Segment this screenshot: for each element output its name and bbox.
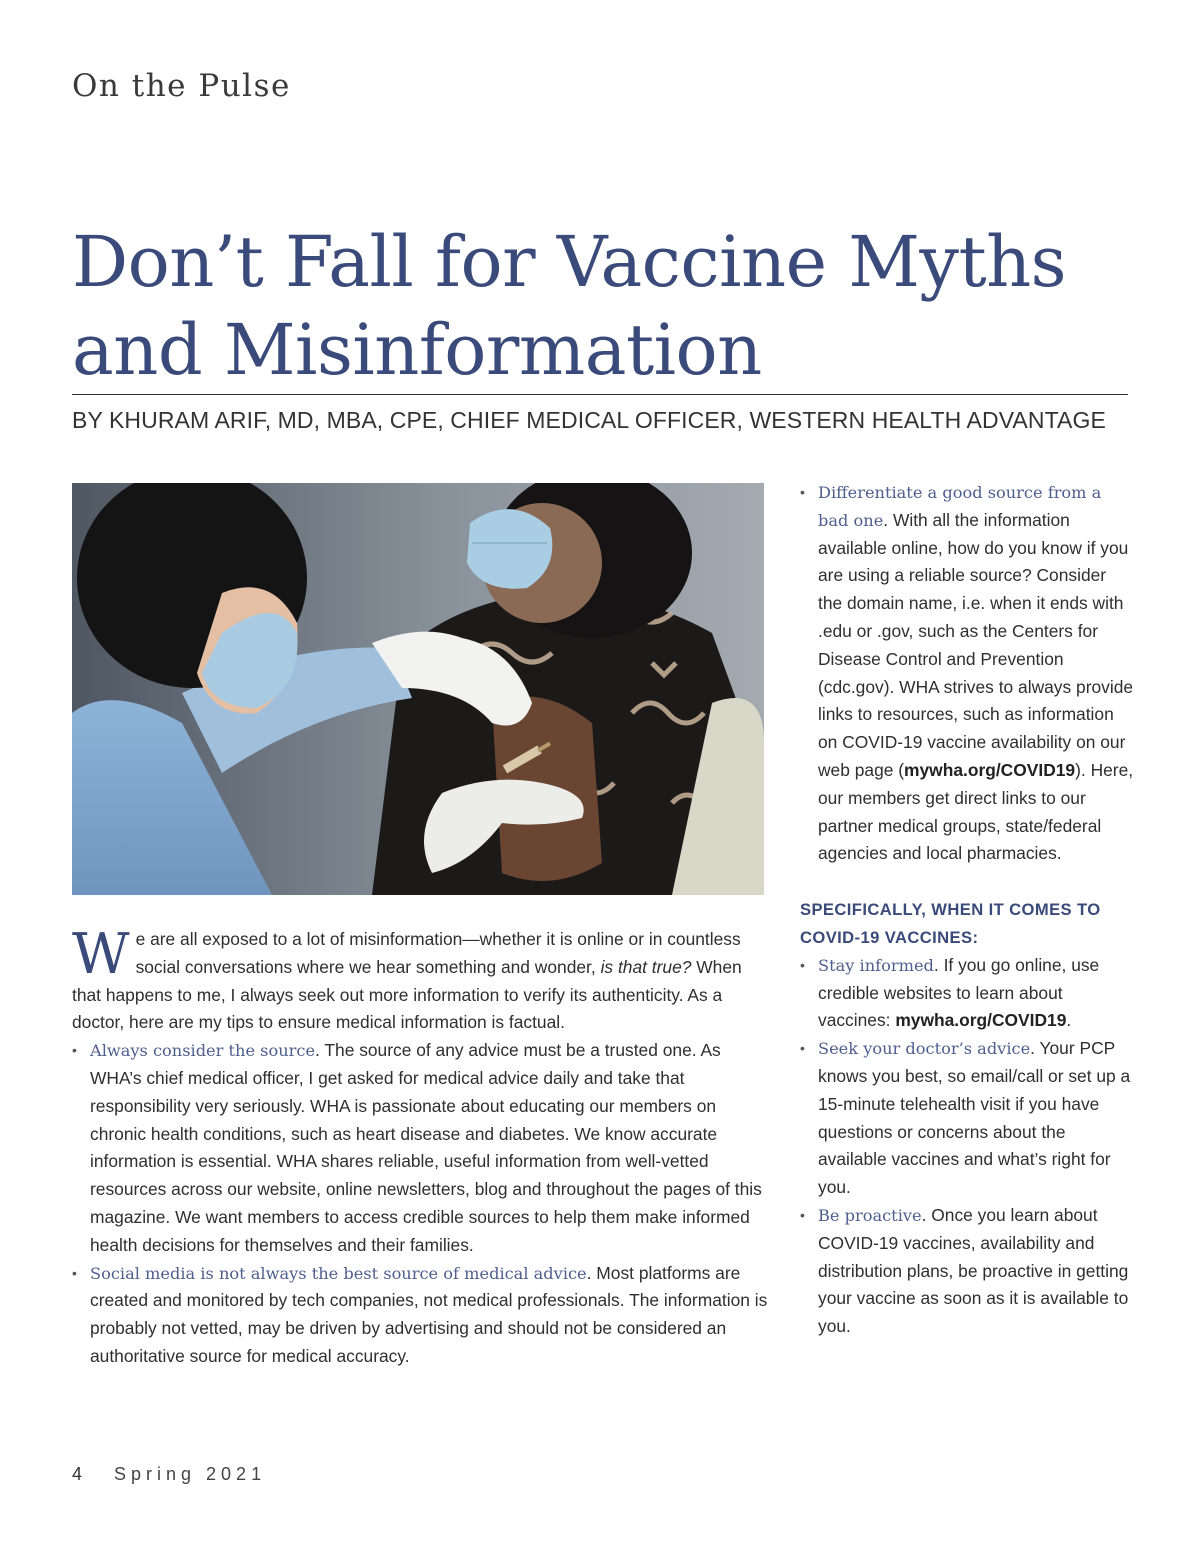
title-line-1: Don’t Fall for Vaccine Myths (72, 221, 1067, 303)
bullet-lead: Always consider the source (90, 1041, 316, 1061)
intro-paragraph (72, 922, 772, 1037)
list-item (800, 1035, 1135, 1202)
bullet-text: . Most platforms are created and monitored by tech companies, not medical professionals. The information is probably not vetted, may be driven by advertising and should not be considered an authoritative source for medical accuracy. (90, 1262, 768, 1366)
article-title (72, 218, 1152, 394)
intro-text-1: e are all exposed to a lot of misinformation—whether it is online or in countless social conversations where we hear something and wonder, (135, 929, 741, 977)
page-number: 4 (72, 1464, 83, 1484)
bullet-text-end: . (1066, 1010, 1072, 1031)
bullet-lead: Seek your doctor’s advice (818, 1039, 1031, 1059)
list-item (800, 479, 1135, 868)
bullet-text: . With all the information available online, how do you know if you are using a reliable source? Consider the domain name, i.e. when it ends with .edu or .gov, such as the Centers for Disease Control and Prevention (cdc.gov). WHA strives to always provide links to resources, such as information on COVID-19 vaccine availability on our web page ( (818, 509, 1134, 780)
bullet-text: . Once you learn about COVID-19 vaccines, availability and distribution plans, be proactive in getting your vaccine as soon as it is available to you. (818, 1204, 1129, 1337)
bullet-lead: Be proactive (818, 1205, 922, 1225)
covid-link[interactable]: mywha.org/COVID19 (904, 759, 1076, 780)
left-column (72, 922, 772, 1371)
intro-text-2: When that happens to me, I always seek out more information to verify its authenticity. As a doctor, here are my tips to ensure medical information is factual. (72, 956, 742, 1033)
title-line-2: and Misinformation (72, 309, 762, 391)
vaccine-subhead: SPECIFICALLY, WHEN IT COMES TO COVID-19 VACCINES: (800, 900, 1101, 947)
byline: BY KHURAM ARIF, MD, MBA, CPE, CHIEF MEDICAL OFFICER, WESTERN HEALTH ADVANTAGE (72, 407, 1106, 433)
bullet-lead: Social media is not always the best source of medical advice (90, 1263, 587, 1283)
drop-cap: W (72, 922, 130, 987)
bullet-lead: Stay informed (818, 955, 934, 975)
vaccination-illustration (72, 483, 764, 895)
right-bullet-list (800, 952, 1135, 1341)
list-item (800, 952, 1135, 1035)
title-divider (72, 394, 1128, 395)
vaccination-photo (72, 483, 764, 895)
intro-italic: is that true? (600, 956, 692, 977)
bullet-text: . The source of any advice must be a trusted one. As WHA’s chief medical officer, I get asked for medical advice daily and take that responsibility very seriously. WHA is passionate about educating our members on chronic health conditions, such as heart disease and diabetes. We know accurate information is essential. WHA shares reliable, useful information from well-vetted resources across our website, online newsletters, blog and throughout the pages of this magazine. We want members to access credible sources to help them make informed health decisions for themselves and their families. (90, 1040, 762, 1255)
left-bullet-list (72, 1037, 772, 1371)
bullet-lead: Differentiate a good source from a bad one (818, 483, 1102, 530)
right-column (800, 479, 1135, 1341)
bullet-text-end: ). Here, our members get direct links to our partner medical groups, state/federal agencies and local pharmacies. (818, 759, 1134, 864)
list-item (72, 1260, 772, 1371)
list-item (800, 1202, 1135, 1341)
bullet-text: . Your PCP knows you best, so email/call or set up a 15-minute telehealth visit if you have questions or concerns about the available vaccines and what’s right for you. (818, 1038, 1131, 1198)
covid-link[interactable]: mywha.org/COVID19 (895, 1010, 1067, 1031)
bullet-text: . If you go online, use credible websites to learn about vaccines: (818, 954, 1100, 1031)
issue-label: Spring 2021 (114, 1464, 267, 1484)
list-item (72, 1037, 772, 1259)
section-label-text: On the Pulse (72, 68, 291, 104)
right-top-bullet-list (800, 479, 1135, 868)
